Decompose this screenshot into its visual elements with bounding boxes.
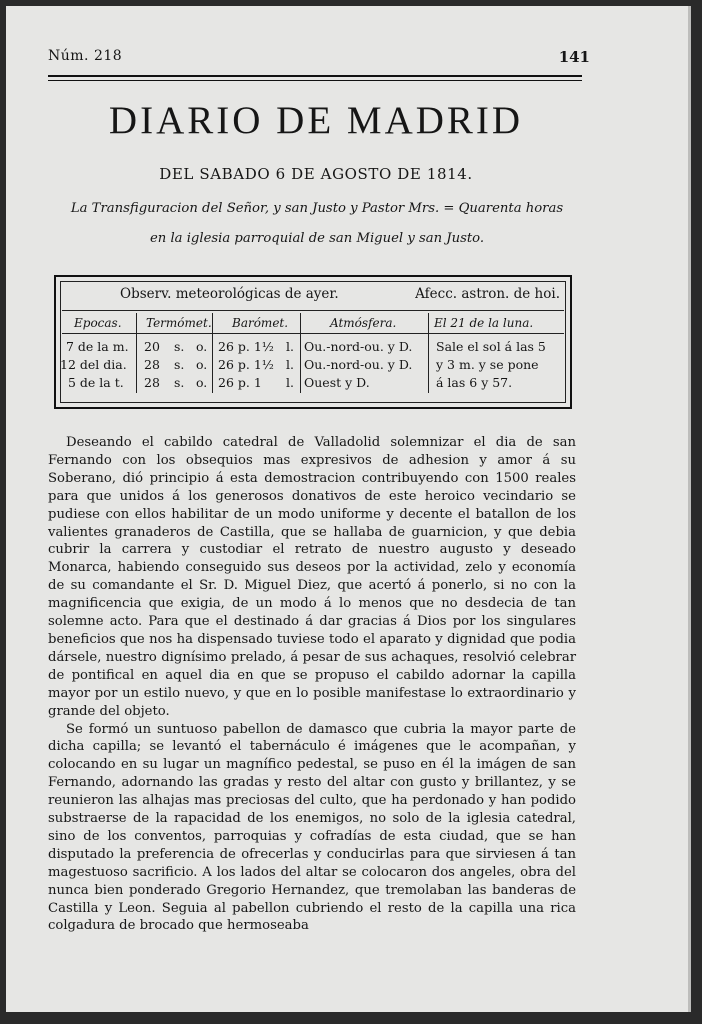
temp-o-cell: o.: [196, 375, 208, 390]
baro-l-cell: l.: [286, 357, 294, 372]
newspaper-page: [6, 6, 691, 1012]
baro-l-cell: l.: [286, 339, 294, 354]
temp-cell: 28: [144, 357, 160, 372]
column-divider: [212, 313, 213, 393]
saints-line-1: La Transfiguracion del Señor, y san Justo y Pastor Mrs. = Quarenta horas: [70, 201, 564, 216]
meteorology-title: Observ. meteorológicas de ayer.: [120, 286, 339, 302]
column-divider: [300, 313, 301, 393]
atmos-cell: Ouest y D.: [304, 375, 370, 390]
baro-l-cell: l.: [286, 375, 294, 390]
baro-cell: 26 p. 1: [218, 375, 262, 390]
astro-line: y 3 m. y se pone: [436, 357, 539, 372]
table-rule-header: [62, 333, 564, 334]
header-thermometer: Termómet.: [146, 316, 212, 330]
atmos-cell: Ou.-nord-ou. y D.: [304, 339, 413, 354]
article-body: [48, 434, 576, 935]
header-epochs: Epocas.: [74, 316, 122, 330]
astronomy-title: Afecc. astron. de hoi.: [415, 286, 560, 302]
header-rule-thin: [48, 80, 582, 81]
temp-s-cell: s.: [174, 357, 185, 372]
epoch-cell: 5 de la t.: [68, 375, 124, 390]
baro-cell: 26 p. 1½: [218, 339, 274, 354]
atmos-cell: Ou.-nord-ou. y D.: [304, 357, 413, 372]
temp-cell: 20: [144, 339, 160, 354]
astro-line: Sale el sol á las 5: [436, 339, 546, 354]
header-rule-thick: [48, 75, 582, 77]
column-divider: [428, 313, 429, 393]
meteorology-table: [54, 275, 572, 409]
issue-number: Núm. 218: [48, 48, 123, 64]
header-barometer: Barómet.: [232, 316, 289, 330]
header-atmosphere: Atmósfera.: [330, 316, 397, 330]
page-number: 141: [558, 48, 590, 66]
epoch-cell: 12 del dia.: [60, 357, 127, 372]
temp-s-cell: s.: [174, 339, 185, 354]
saints-line-2: en la iglesia parroquial de san Miguel y san Justo.: [149, 231, 485, 246]
astro-line: á las 6 y 57.: [436, 375, 513, 390]
article-paragraph: Deseando el cabildo catedral de Valladolid solemnizar el dia de san Fernando con los obsequios mas expresivos de adhesion y amor á su Soberano, dió principio á esta demostracion contribuyendo con 1500 reales para que unidos á los generosos donativos de este heroico vecindario se pudiese con ellos habilitar de un modo uniforme y decente el batallon de los valientes granaderos de Castilla, que se hallaba de guarnicion, y que debia cubrir la carrera y custodiar el retrato de nuestro augusto y deseado Monarca, habiendo conseguido sus deseos por la actividad, zelo y economía de su comandante el Sr. D. Miguel Diez, que acertó á ponerlo, si no con la magnificencia que exigia, de un modo á lo menos que no desdecia de tan solemne acto. Para que el destinado á dar gracias á Dios por los singulares beneficios que nos ha dispensado tuviese todo el aparato y dignidad que podia dársele, nuestro dignísimo prelado, á pesar de sus achaques, resolvió celebrar de pontifical en aquel dia en que se propuso el cabildo adornar la capilla mayor por un estilo nuevo, y que en lo posible manifestase lo extraordinario y grande del objeto.: [48, 435, 576, 719]
temp-cell: 28: [144, 375, 160, 390]
header-moon: El 21 de la luna.: [434, 316, 534, 330]
temp-o-cell: o.: [196, 357, 208, 372]
masthead-title: DIARIO DE MADRID: [108, 99, 524, 142]
temp-s-cell: s.: [174, 375, 185, 390]
dateline: DEL SABADO 6 DE AGOSTO DE 1814.: [159, 165, 473, 183]
baro-cell: 26 p. 1½: [218, 357, 274, 372]
temp-o-cell: o.: [196, 339, 208, 354]
column-divider: [136, 313, 137, 393]
epoch-cell: 7 de la m.: [66, 339, 129, 354]
table-rule-top: [62, 310, 564, 311]
article-paragraph: Se formó un suntuoso pabellon de damasco que cubria la mayor parte de dicha capilla; se levantó el tabernáculo é imágenes que le acompañan, y colocando en su lugar un magnífico pedestal, se puso en él la imágen de san Fernando, adornando las gradas y resto del altar con gusto y brillantez, y se reunieron las alhajas mas preciosas del culto, que ha perdonado y han podido substraerse de la rapacidad de los enemigos, no solo de la iglesia catedral, sino de los conventos, parroquias y cofradías de esta ciudad, que se han disputado la preferencia de ofrecerlas y conducirlas para que sirviesen á tan magestuoso sacrificio. A los lados del altar se colocaron dos angeles, obra del nunca bien ponderado Gregorio Hernandez, que tremolaban las banderas de Castilla y Leon. Seguia al pabellon cubriendo el resto de la capilla una rica colgadura de brocado que hermoseaba: [48, 721, 576, 934]
page-header: [48, 48, 590, 72]
